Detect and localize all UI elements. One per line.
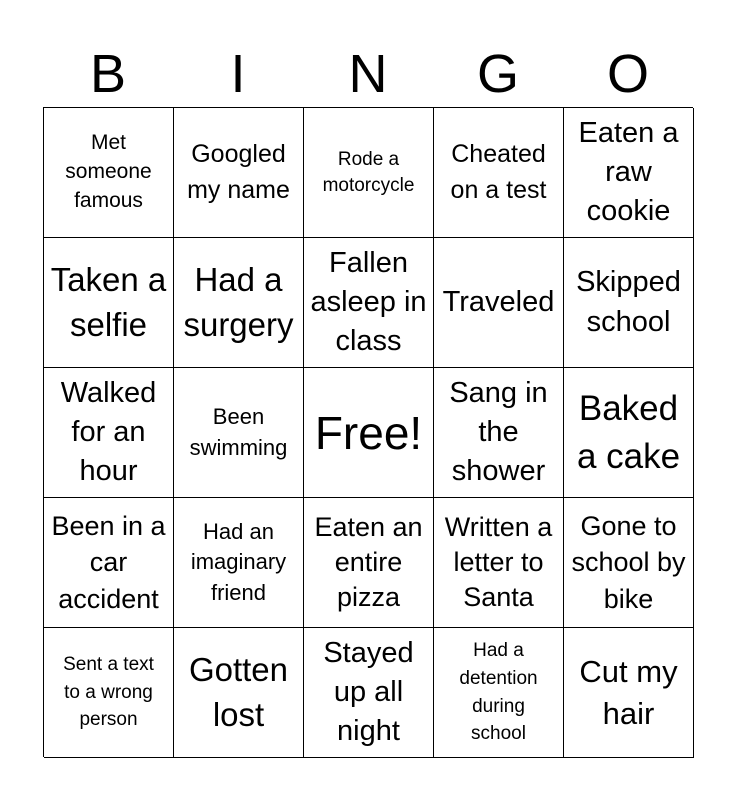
header-letter-o: O	[606, 44, 649, 104]
bingo-cell-r3c1[interactable]	[44, 368, 174, 498]
bingo-cell-r5c2[interactable]	[174, 628, 304, 758]
bingo-cell-r2c4[interactable]	[434, 238, 564, 368]
cell-text: Had an imaginary friend	[190, 518, 287, 605]
bingo-cell-r5c4[interactable]	[434, 628, 564, 758]
cell-text: Rode a motorcycle	[322, 148, 415, 196]
header-letter-g: G	[476, 44, 519, 104]
bingo-cell-r1c4[interactable]	[434, 108, 564, 238]
cell-text: Gotten lost	[188, 650, 289, 733]
cell-text: Met someone famous	[65, 131, 152, 212]
cell-text: Written a letter to Santa	[444, 511, 553, 613]
header-letter-b: B	[89, 44, 127, 104]
header-letter-i: I	[230, 44, 246, 104]
cell-text: Fallen asleep in class	[310, 246, 427, 358]
bingo-header	[43, 40, 693, 108]
cell-text: Taken a selfie	[50, 260, 167, 343]
free-space-text: Free!	[314, 406, 423, 459]
bingo-cell-r3c5[interactable]	[564, 368, 694, 498]
bingo-cell-r5c5[interactable]	[564, 628, 694, 758]
cell-text: Sang in the shower	[449, 376, 548, 488]
cell-text: Eaten a raw cookie	[578, 116, 679, 228]
cell-text: Skipped school	[576, 266, 681, 338]
bingo-cell-r1c3[interactable]	[304, 108, 434, 238]
bingo-cell-r2c5[interactable]	[564, 238, 694, 368]
cell-text: Googled my name	[187, 140, 290, 204]
cell-text: Walked for an hour	[60, 376, 157, 488]
bingo-cell-r4c5[interactable]	[564, 498, 694, 628]
bingo-cell-r4c3[interactable]	[304, 498, 434, 628]
bingo-cell-r4c1[interactable]	[44, 498, 174, 628]
bingo-cell-r1c1[interactable]	[44, 108, 174, 238]
bingo-cell-r3c2[interactable]	[174, 368, 304, 498]
cell-text: Stayed up all night	[323, 636, 414, 748]
cell-text: Been in a car accident	[51, 510, 166, 614]
bingo-cell-r4c2[interactable]	[174, 498, 304, 628]
bingo-cell-r4c4[interactable]	[434, 498, 564, 628]
cell-text: Traveled	[442, 285, 555, 318]
bingo-cell-r2c1[interactable]	[44, 238, 174, 368]
cell-text: Cut my hair	[579, 653, 678, 731]
bingo-cell-r2c3[interactable]	[304, 238, 434, 368]
cell-text: Eaten an entire pizza	[314, 511, 423, 613]
cell-text: Cheated on a test	[450, 140, 547, 204]
bingo-card-grid	[43, 107, 693, 757]
bingo-cell-free[interactable]	[304, 368, 434, 498]
bingo-cell-r2c2[interactable]	[174, 238, 304, 368]
bingo-cell-r3c4[interactable]	[434, 368, 564, 498]
cell-text: Been swimming	[189, 404, 288, 460]
cell-text: Sent a text to a wrong person	[63, 654, 154, 731]
bingo-cell-r5c3[interactable]	[304, 628, 434, 758]
cell-text: Baked a cake	[576, 389, 681, 476]
bingo-cell-r1c2[interactable]	[174, 108, 304, 238]
cell-text: Had a surgery	[183, 260, 294, 343]
bingo-cell-r1c5[interactable]	[564, 108, 694, 238]
cell-text: Gone to school by bike	[571, 510, 686, 614]
header-letter-n: N	[348, 44, 388, 104]
bingo-cell-r5c1[interactable]	[44, 628, 174, 758]
cell-text: Had a detention during school	[459, 640, 538, 745]
